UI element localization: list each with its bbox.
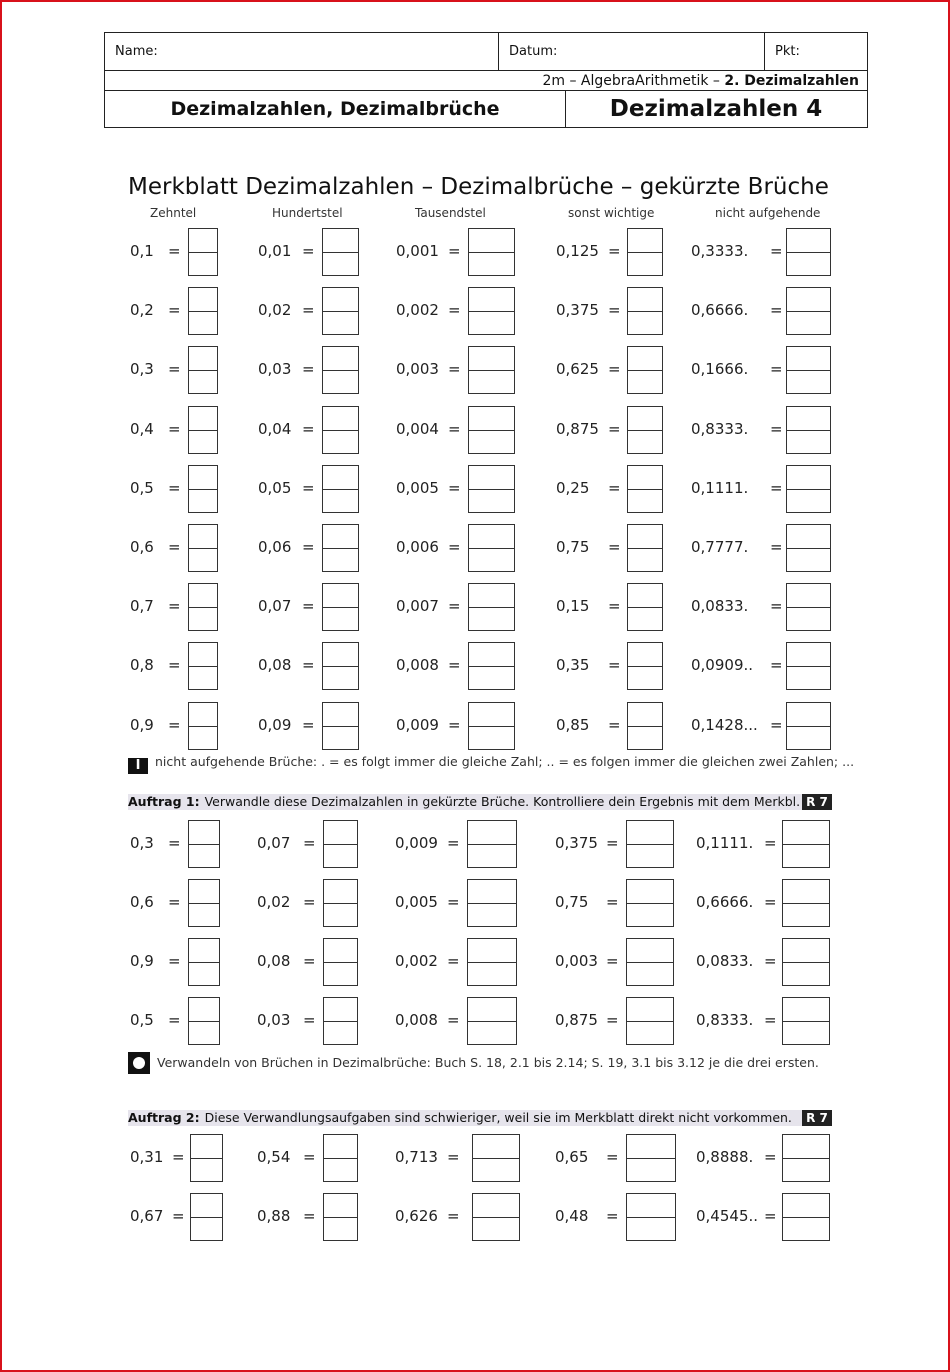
fraction-answer-box[interactable] xyxy=(322,524,359,572)
equals-sign: = xyxy=(764,834,777,852)
decimal-value: 0,31 xyxy=(130,1148,164,1166)
equals-sign: = xyxy=(168,893,181,911)
decimal-value: 0,05 xyxy=(258,478,292,497)
fraction-answer-box[interactable] xyxy=(782,938,830,986)
equals-sign: = xyxy=(770,715,783,734)
decimal-value: 0,008 xyxy=(395,1011,438,1029)
decimal-value: 0,875 xyxy=(556,419,599,438)
fraction-answer-box[interactable] xyxy=(467,997,517,1045)
fraction-answer-box[interactable] xyxy=(786,524,831,572)
decimal-value: 0,8333. xyxy=(691,419,749,438)
decimal-value: 0,713 xyxy=(395,1148,438,1166)
decimal-value: 0,15 xyxy=(556,597,590,616)
equals-sign: = xyxy=(606,834,619,852)
fraction-answer-box[interactable] xyxy=(467,820,517,868)
fraction-answer-box[interactable] xyxy=(190,1134,223,1182)
equals-sign: = xyxy=(168,360,181,379)
course-prefix: 2m – AlgebraArithmetik – xyxy=(542,73,725,89)
fraction-answer-box[interactable] xyxy=(323,1134,358,1182)
equals-sign: = xyxy=(447,1011,460,1029)
fraction-answer-box[interactable] xyxy=(188,820,220,868)
fraction-answer-box[interactable] xyxy=(627,287,663,335)
decimal-value: 0,9 xyxy=(130,715,154,734)
fraction-answer-box[interactable] xyxy=(188,346,218,394)
equals-sign: = xyxy=(447,952,460,970)
equals-sign: = xyxy=(608,715,621,734)
fraction-answer-box[interactable] xyxy=(782,1134,830,1182)
equals-sign: = xyxy=(764,1207,777,1225)
date-field[interactable] xyxy=(499,33,765,71)
equals-sign: = xyxy=(608,597,621,616)
decimal-value: 0,01 xyxy=(258,242,292,260)
decimal-value: 0,54 xyxy=(257,1148,291,1166)
fraction-answer-box[interactable] xyxy=(468,346,515,394)
equals-sign: = xyxy=(302,301,315,320)
decimal-value: 0,6 xyxy=(130,538,154,556)
decimal-value: 0,9 xyxy=(130,952,154,970)
equals-sign: = xyxy=(168,1011,181,1029)
decimal-value: 0,375 xyxy=(556,301,599,320)
fraction-answer-box[interactable] xyxy=(468,524,515,572)
auftrag1-text: Verwandle diese Dezimalzahlen in gekürzte Brüche. Kontrolliere dein Ergebnis mit dem Merkbl. xyxy=(204,794,801,809)
decimal-value: 0,65 xyxy=(555,1148,589,1166)
decimal-value: 0,0833. xyxy=(696,952,754,970)
equals-sign: = xyxy=(447,834,460,852)
decimal-value: 0,3 xyxy=(130,834,154,852)
decimal-value: 0,002 xyxy=(395,952,438,970)
equals-sign: = xyxy=(770,360,783,379)
decimal-value: 0,626 xyxy=(395,1207,438,1225)
decimal-value: 0,3 xyxy=(130,360,154,379)
equals-sign: = xyxy=(770,597,783,616)
sheet-title: Dezimalzahlen 4 xyxy=(609,96,823,122)
equals-sign: = xyxy=(606,952,619,970)
equals-sign: = xyxy=(608,242,621,260)
decimal-value: 0,6666. xyxy=(691,301,749,320)
merkblatt-title: Merkblatt Dezimalzahlen – Dezimalbrüche – gekürzte Brüche xyxy=(128,174,829,200)
fraction-answer-box[interactable] xyxy=(467,879,517,927)
decimal-value: 0,7 xyxy=(130,597,154,616)
fraction-answer-box[interactable] xyxy=(786,702,831,750)
fraction-answer-box[interactable] xyxy=(786,406,831,454)
decimal-value: 0,07 xyxy=(258,597,292,616)
fraction-answer-box[interactable] xyxy=(627,583,663,631)
fraction-answer-box[interactable] xyxy=(786,583,831,631)
fraction-answer-box[interactable] xyxy=(322,702,359,750)
equals-sign: = xyxy=(303,1207,316,1225)
fraction-answer-box[interactable] xyxy=(472,1134,520,1182)
equals-sign: = xyxy=(172,1148,185,1166)
decimal-value: 0,75 xyxy=(555,893,589,911)
fraction-answer-box[interactable] xyxy=(188,406,218,454)
equals-sign: = xyxy=(302,242,315,260)
decimal-value: 0,48 xyxy=(555,1207,589,1225)
decimal-value: 0,4545.. xyxy=(696,1207,759,1225)
fraction-answer-box[interactable] xyxy=(786,642,831,690)
equals-sign: = xyxy=(770,656,783,675)
equals-sign: = xyxy=(303,952,316,970)
decimal-value: 0,8333. xyxy=(696,1011,754,1029)
fraction-answer-box[interactable] xyxy=(468,702,515,750)
fraction-answer-box[interactable] xyxy=(323,879,358,927)
fraction-answer-box[interactable] xyxy=(472,1193,520,1241)
equals-sign: = xyxy=(764,1011,777,1029)
equals-sign: = xyxy=(168,715,181,734)
equals-sign: = xyxy=(448,301,461,320)
fraction-answer-box[interactable] xyxy=(322,583,359,631)
equals-sign: = xyxy=(606,1207,619,1225)
equals-sign: = xyxy=(764,952,777,970)
merkblatt-note: nicht aufgehende Brüche: . = es folgt immer die gleiche Zahl; .. = es folgen immer die gleichen zwei Zahlen; ... xyxy=(155,754,855,769)
equals-sign: = xyxy=(303,834,316,852)
fraction-answer-box[interactable] xyxy=(627,524,663,572)
decimal-value: 0,88 xyxy=(257,1207,291,1225)
fraction-answer-box[interactable] xyxy=(188,287,218,335)
circle-task-icon xyxy=(128,1052,150,1074)
equals-sign: = xyxy=(770,419,783,438)
decimal-value: 0,25 xyxy=(556,478,590,497)
equals-sign: = xyxy=(770,301,783,320)
equals-sign: = xyxy=(168,242,181,260)
equals-sign: = xyxy=(168,834,181,852)
column-header-hundertstel: Hundertstel xyxy=(272,206,343,220)
decimal-value: 0,8 xyxy=(130,656,154,675)
equals-sign: = xyxy=(606,1011,619,1029)
auftrag2-badge: R 7 xyxy=(802,1110,832,1126)
fraction-answer-box[interactable] xyxy=(786,346,831,394)
fraction-answer-box[interactable] xyxy=(322,465,359,513)
equals-sign: = xyxy=(448,242,461,260)
decimal-value: 0,1 xyxy=(130,242,154,260)
auftrag2-bar xyxy=(128,1110,832,1126)
column-header-zehntel: Zehntel xyxy=(150,206,197,220)
fraction-answer-box[interactable] xyxy=(626,997,674,1045)
fraction-answer-box[interactable] xyxy=(627,465,663,513)
decimal-value: 0,1666. xyxy=(691,360,749,379)
name-label: Name: xyxy=(115,44,158,59)
fraction-answer-box[interactable] xyxy=(782,997,830,1045)
fraction-answer-box[interactable] xyxy=(626,1193,676,1241)
equals-sign: = xyxy=(448,597,461,616)
equals-sign: = xyxy=(770,242,783,260)
name-field[interactable] xyxy=(105,33,499,71)
fraction-answer-box[interactable] xyxy=(322,287,359,335)
decimal-value: 0,2 xyxy=(130,301,154,320)
fraction-answer-box[interactable] xyxy=(467,938,517,986)
decimal-value: 0,4 xyxy=(130,419,154,438)
column-header-tausendstel: Tausendstel xyxy=(415,206,486,220)
equals-sign: = xyxy=(608,419,621,438)
info-icon: I xyxy=(128,758,148,774)
fraction-answer-box[interactable] xyxy=(188,524,218,572)
decimal-value: 0,03 xyxy=(258,360,292,379)
date-label: Datum: xyxy=(509,44,558,59)
auftrag1-bar xyxy=(128,794,832,810)
fraction-answer-box[interactable] xyxy=(468,642,515,690)
equals-sign: = xyxy=(447,893,460,911)
decimal-value: 0,6 xyxy=(130,893,154,911)
fraction-answer-box[interactable] xyxy=(322,642,359,690)
decimal-value: 0,08 xyxy=(258,656,292,675)
decimal-value: 0,009 xyxy=(396,715,439,734)
decimal-value: 0,625 xyxy=(556,360,599,379)
decimal-value: 0,007 xyxy=(396,597,439,616)
decimal-value: 0,009 xyxy=(395,834,438,852)
equals-sign: = xyxy=(447,1207,460,1225)
decimal-value: 0,008 xyxy=(396,656,439,675)
equals-sign: = xyxy=(303,893,316,911)
equals-sign: = xyxy=(448,478,461,497)
fraction-answer-box[interactable] xyxy=(786,228,831,276)
fraction-answer-box[interactable] xyxy=(323,1193,358,1241)
column-header-nicht-aufgehende: nicht aufgehende xyxy=(715,206,821,220)
decimal-value: 0,09 xyxy=(258,715,292,734)
decimal-value: 0,0833. xyxy=(691,597,749,616)
equals-sign: = xyxy=(168,656,181,675)
decimal-value: 0,5 xyxy=(130,1011,154,1029)
fraction-answer-box[interactable] xyxy=(782,879,830,927)
equals-sign: = xyxy=(764,1148,777,1166)
equals-sign: = xyxy=(608,538,621,556)
equals-sign: = xyxy=(448,419,461,438)
decimal-value: 0,003 xyxy=(555,952,598,970)
equals-sign: = xyxy=(302,360,315,379)
equals-sign: = xyxy=(302,597,315,616)
fraction-answer-box[interactable] xyxy=(188,583,218,631)
equals-sign: = xyxy=(608,360,621,379)
equals-sign: = xyxy=(608,478,621,497)
equals-sign: = xyxy=(302,538,315,556)
fraction-answer-box[interactable] xyxy=(188,465,218,513)
equals-sign: = xyxy=(168,301,181,320)
fraction-answer-box[interactable] xyxy=(190,1193,223,1241)
fraction-answer-box[interactable] xyxy=(627,228,663,276)
fraction-answer-box[interactable] xyxy=(188,997,220,1045)
decimal-value: 0,125 xyxy=(556,242,599,260)
decimal-value: 0,002 xyxy=(396,301,439,320)
decimal-value: 0,001 xyxy=(396,242,439,260)
fraction-answer-box[interactable] xyxy=(188,879,220,927)
decimal-value: 0,02 xyxy=(257,893,291,911)
fraction-answer-box[interactable] xyxy=(322,346,359,394)
subject-title: Dezimalzahlen, Dezimalbrüche xyxy=(105,91,566,127)
equals-sign: = xyxy=(303,1148,316,1166)
equals-sign: = xyxy=(608,301,621,320)
points-label: Pkt: xyxy=(775,44,800,59)
equals-sign: = xyxy=(168,952,181,970)
equals-sign: = xyxy=(448,715,461,734)
equals-sign: = xyxy=(302,478,315,497)
fraction-answer-box[interactable] xyxy=(627,346,663,394)
decimal-value: 0,375 xyxy=(555,834,598,852)
fraction-answer-box[interactable] xyxy=(786,287,831,335)
fraction-answer-box[interactable] xyxy=(468,583,515,631)
fraction-answer-box[interactable] xyxy=(188,228,218,276)
auftrag2-label: Auftrag 2: xyxy=(128,1110,200,1125)
equals-sign: = xyxy=(168,597,181,616)
equals-sign: = xyxy=(764,893,777,911)
fraction-answer-box[interactable] xyxy=(322,228,359,276)
fraction-answer-box[interactable] xyxy=(468,228,515,276)
fraction-answer-box[interactable] xyxy=(188,938,220,986)
fraction-answer-box[interactable] xyxy=(323,820,358,868)
fraction-answer-box[interactable] xyxy=(468,287,515,335)
decimal-value: 0,85 xyxy=(556,715,590,734)
equals-sign: = xyxy=(302,715,315,734)
decimal-value: 0,875 xyxy=(555,1011,598,1029)
equals-sign: = xyxy=(770,538,783,556)
decimal-value: 0,8888. xyxy=(696,1148,754,1166)
decimal-value: 0,06 xyxy=(258,538,292,556)
fraction-answer-box[interactable] xyxy=(323,997,358,1045)
equals-sign: = xyxy=(448,360,461,379)
decimal-value: 0,5 xyxy=(130,478,154,497)
decimal-value: 0,7777. xyxy=(691,538,749,556)
equals-sign: = xyxy=(168,478,181,497)
decimal-value: 0,004 xyxy=(396,419,439,438)
decimal-value: 0,0909.. xyxy=(691,656,754,675)
fraction-answer-box[interactable] xyxy=(188,642,218,690)
column-header-sonst-wichtige: sonst wichtige xyxy=(568,206,655,220)
decimal-value: 0,75 xyxy=(556,538,590,556)
decimal-value: 0,03 xyxy=(257,1011,291,1029)
decimal-value: 0,005 xyxy=(395,893,438,911)
equals-sign: = xyxy=(302,419,315,438)
equals-sign: = xyxy=(303,1011,316,1029)
decimal-value: 0,003 xyxy=(396,360,439,379)
auftrag1-badge: R 7 xyxy=(802,794,832,810)
equals-sign: = xyxy=(770,478,783,497)
fraction-answer-box[interactable] xyxy=(626,879,674,927)
decimal-value: 0,1428... xyxy=(691,715,758,734)
equals-sign: = xyxy=(606,893,619,911)
course-topic: 2. Dezimalzahlen xyxy=(724,73,859,89)
decimal-value: 0,3333. xyxy=(691,242,749,260)
fraction-answer-box[interactable] xyxy=(322,406,359,454)
equals-sign: = xyxy=(172,1207,185,1225)
equals-sign: = xyxy=(447,1148,460,1166)
decimal-value: 0,02 xyxy=(258,301,292,320)
decimal-value: 0,1111. xyxy=(696,834,754,852)
equals-sign: = xyxy=(448,538,461,556)
decimal-value: 0,005 xyxy=(396,478,439,497)
equals-sign: = xyxy=(302,656,315,675)
fraction-answer-box[interactable] xyxy=(626,1134,676,1182)
fraction-answer-box[interactable] xyxy=(786,465,831,513)
auftrag2-text: Diese Verwandlungsaufgaben sind schwieriger, weil sie im Merkblatt direkt nicht vorkommen. xyxy=(204,1110,792,1125)
fraction-answer-box[interactable] xyxy=(782,1193,830,1241)
fraction-answer-box[interactable] xyxy=(468,406,515,454)
equals-sign: = xyxy=(168,419,181,438)
decimal-value: 0,08 xyxy=(257,952,291,970)
decimal-value: 0,6666. xyxy=(696,893,754,911)
decimal-value: 0,67 xyxy=(130,1207,164,1225)
auftrag1-label: Auftrag 1: xyxy=(128,794,200,809)
equals-sign: = xyxy=(168,538,181,556)
equals-sign: = xyxy=(608,656,621,675)
homework-note: Verwandeln von Brüchen in Dezimalbrüche: Buch S. 18, 2.1 bis 2.14; S. 19, 3.1 bis 3.12 je die drei ersten. xyxy=(157,1055,819,1070)
decimal-value: 0,04 xyxy=(258,419,292,438)
fraction-answer-box[interactable] xyxy=(627,702,663,750)
fraction-answer-box[interactable] xyxy=(188,702,218,750)
fraction-answer-box[interactable] xyxy=(782,820,830,868)
decimal-value: 0,1111. xyxy=(691,478,749,497)
fraction-answer-box[interactable] xyxy=(626,820,674,868)
fraction-answer-box[interactable] xyxy=(627,642,663,690)
fraction-answer-box[interactable] xyxy=(323,938,358,986)
equals-sign: = xyxy=(448,656,461,675)
fraction-answer-box[interactable] xyxy=(626,938,674,986)
fraction-answer-box[interactable] xyxy=(627,406,663,454)
equals-sign: = xyxy=(606,1148,619,1166)
decimal-value: 0,07 xyxy=(257,834,291,852)
course-line xyxy=(105,71,867,91)
decimal-value: 0,35 xyxy=(556,656,590,675)
fraction-answer-box[interactable] xyxy=(468,465,515,513)
points-field[interactable] xyxy=(765,33,869,71)
header-table xyxy=(104,32,868,128)
decimal-value: 0,006 xyxy=(396,538,439,556)
